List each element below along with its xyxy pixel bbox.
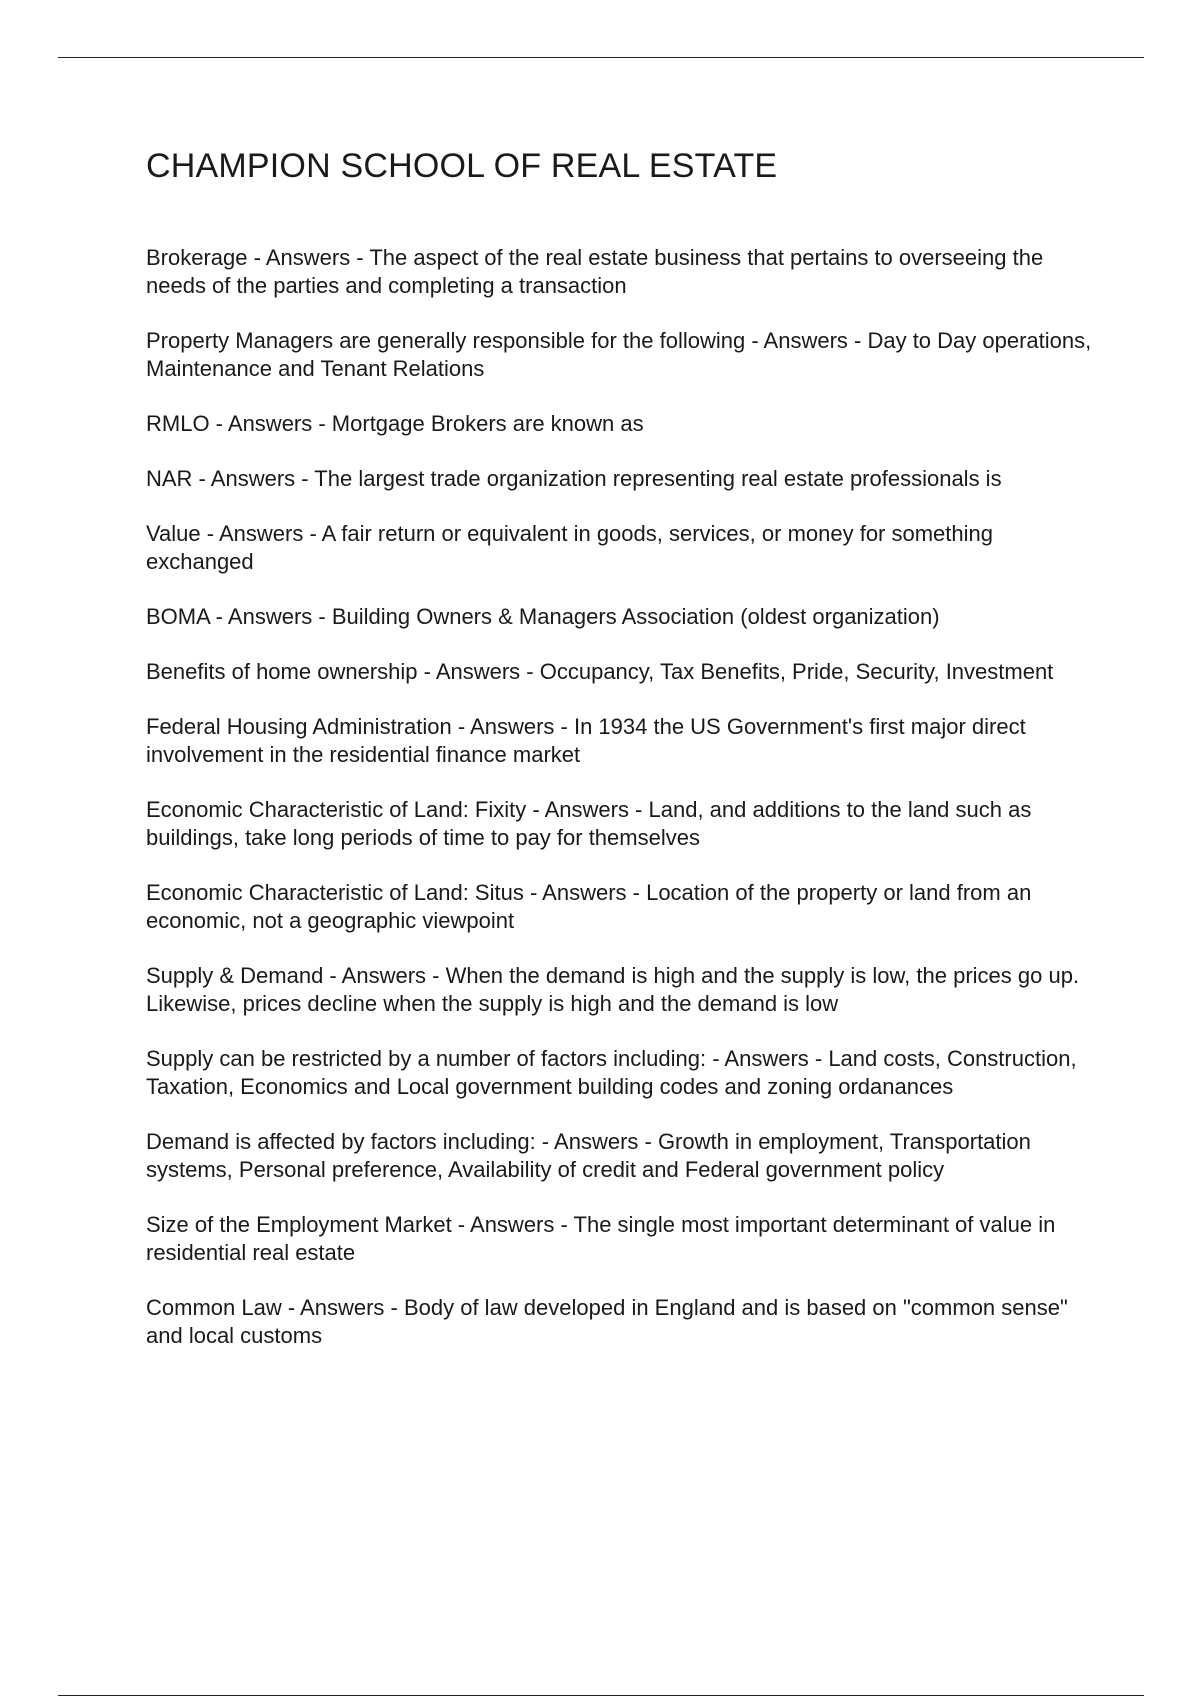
qa-entry: RMLO - Answers - Mortgage Brokers are known as: [146, 411, 644, 436]
page-title: CHAMPION SCHOOL OF REAL ESTATE: [146, 147, 778, 185]
qa-entry: Benefits of home ownership - Answers - Occupancy, Tax Benefits, Pride, Security, Investment: [146, 659, 1054, 684]
qa-entry: Property Managers are generally responsible for the following - Answers - Day to Day operations, Maintenance and Tenant Relations: [146, 328, 1092, 381]
qa-entry: Demand is affected by factors including: - Answers - Growth in employment, Transportation systems, Personal preference, Availability of credit and Federal government policy: [146, 1129, 1031, 1182]
qa-entry: Supply & Demand - Answers - When the demand is high and the supply is low, the prices go up. Likewise, prices decline when the supply is high and the demand is low: [146, 963, 1080, 1016]
document-body: [146, 140, 1106, 1377]
qa-entry: Economic Characteristic of Land: Situs - Answers - Location of the property or land from an economic, not a geographic viewpoint: [146, 880, 1032, 933]
qa-entry: NAR - Answers - The largest trade organization representing real estate professionals is: [146, 466, 1002, 491]
qa-entry: Supply can be restricted by a number of factors including: - Answers - Land costs, Construction, Taxation, Economics and Local government building codes and zoning ordanances: [146, 1046, 1077, 1099]
qa-entry: Size of the Employment Market - Answers - The single most important determinant of value in residential real estate: [146, 1212, 1056, 1265]
qa-entry: Brokerage - Answers - The aspect of the real estate business that pertains to overseeing the needs of the parties and completing a transaction: [146, 245, 1044, 298]
qa-entry: Federal Housing Administration - Answers - In 1934 the US Government's first major direct involvement in the residential finance market: [146, 714, 1026, 767]
qa-entry: Economic Characteristic of Land: Fixity - Answers - Land, and additions to the land such as buildings, take long periods of time to pay for themselves: [146, 797, 1032, 850]
qa-entry: BOMA - Answers - Building Owners & Managers Association (oldest organization): [146, 604, 940, 629]
bottom-divider: [58, 1695, 1144, 1696]
qa-entry: Value - Answers - A fair return or equivalent in goods, services, or money for something exchanged: [146, 521, 993, 574]
top-divider: [58, 57, 1144, 58]
qa-entry: Common Law - Answers - Body of law developed in England and is based on "common sense" and local customs: [146, 1295, 1068, 1348]
qa-list: [146, 244, 1106, 1350]
